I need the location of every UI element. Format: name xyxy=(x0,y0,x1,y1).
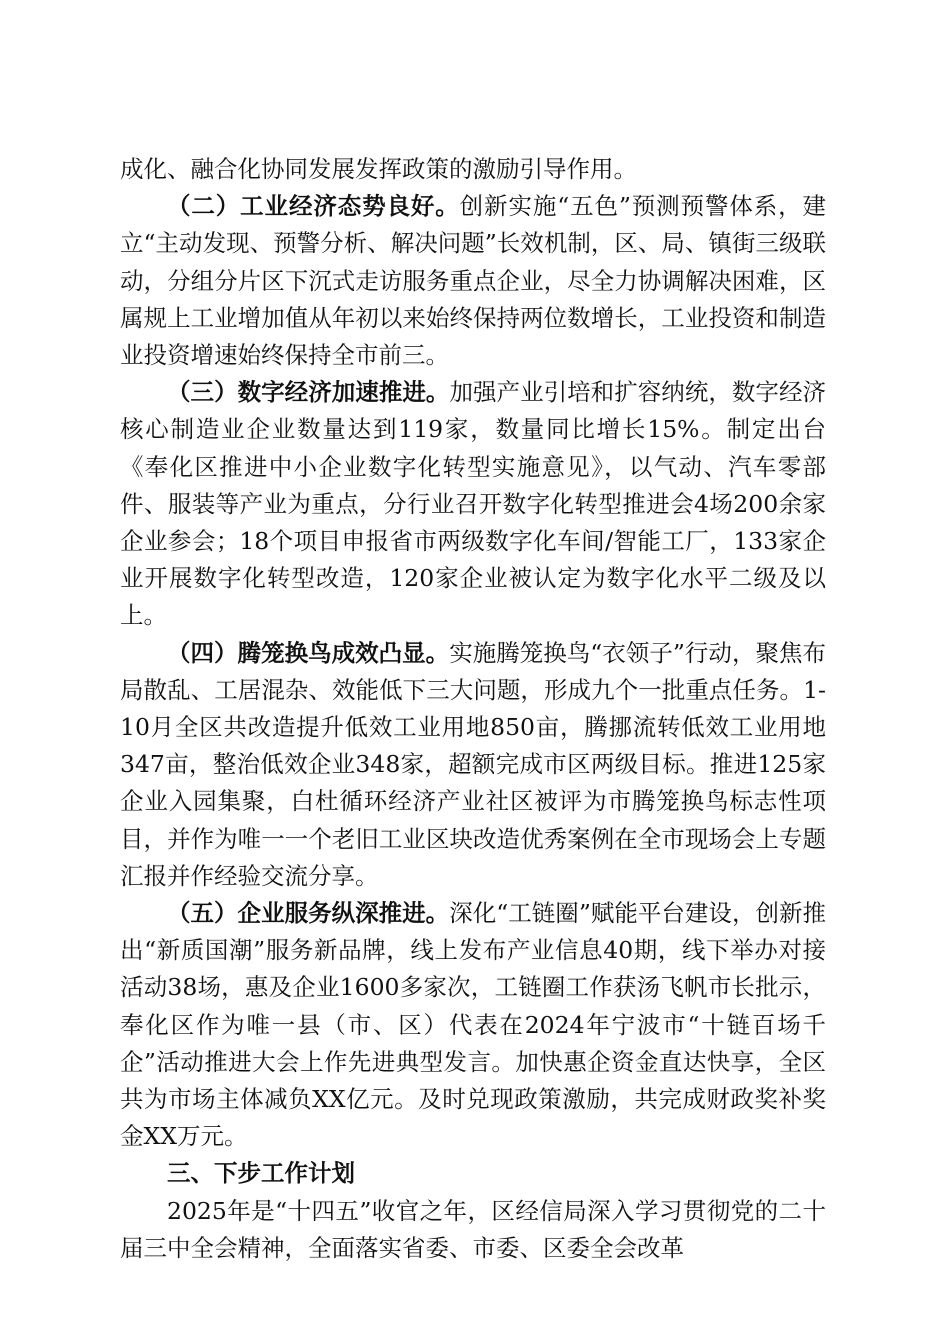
paragraph-enterprise-service xyxy=(120,895,826,1155)
document-body xyxy=(120,151,826,1267)
paragraph-text: 深化“工链圈”赋能平台建设，创新推出“新质国潮”服务新品牌，线上发布产业信息40期，线下举办对接活动38场，惠及企业1600多家次，工链圈工作获汤飞帆市长批示，奉化区作为唯一县（市、区）代表在2024年宁波市“十链百场千企”活动推进大会上作先进典型发言。加快惠企资金直达快享，全区共为市场主体减负XX亿元。及时兑现政策激励，共完成财政奖补奖金XX万元。 xyxy=(120,899,826,1151)
paragraph-continuation xyxy=(120,151,826,188)
paragraph-industrial-economy xyxy=(120,188,826,374)
paragraph-lead: （四）腾笼换鸟成效凸显。 xyxy=(167,638,450,667)
paragraph-text: 实施腾笼换鸟“衣领子”行动，聚焦布局散乱、工居混杂、效能低下三大问题，形成九个一批重点任务。1-10月全区共改造提升低效工业用地850亩，腾挪流转低效工业用地347亩，整治低效企业348家，超额完成市区两级目标。推进125家企业入园集聚，白杜循环经济产业社区被评为市腾笼换鸟标志性项目，并作为唯一一个老旧工业区块改造优秀案例在全市现场会上专题汇报并作经验交流分享。 xyxy=(120,638,826,890)
paragraph-text: 创新实施“五色”预测预警体系，建立“主动发现、预警分析、解决问题”长效机制，区、局、镇街三级联动，分组分片区下沉式走访服务重点企业，尽全力协调解决困难，区属规上工业增加值从年初以来始终保持两位数增长，工业投资和制造业投资增速始终保持全市前三。 xyxy=(120,192,826,370)
paragraph-lead: （五）企业服务纵深推进。 xyxy=(167,899,450,928)
paragraph-text: 加强产业引培和扩容纳统，数字经济核心制造业企业数量达到119家，数量同比增长15%。制定出台《奉化区推进中小企业数字化转型实施意见》，以气动、汽车零部件、服装等产业为重点，分行业召开数字化转型推进会4场200余家企业参会；18个项目申报省市两级数字化车间/智能工厂，133家企业开展数字化转型改造，120家企业被认定为数字化水平二级及以上。 xyxy=(120,378,827,630)
paragraph-text: 成化、融合化协同发展发挥政策的激励引导作用。 xyxy=(120,155,637,183)
paragraph-digital-economy xyxy=(120,374,826,634)
paragraph-lead: （二）工业经济态势良好。 xyxy=(167,192,460,221)
paragraph-industrial-upgrade xyxy=(120,635,826,895)
paragraph-closing: 2025年是“十四五”收官之年，区经信局深入学习贯彻党的二十届三中全会精神，全面落实省委、市委、区委全会改革 xyxy=(120,1196,826,1262)
section-heading: 三、下步工作计划 xyxy=(167,1159,355,1188)
paragraph-lead: （三）数字经济加速推进。 xyxy=(167,378,450,407)
